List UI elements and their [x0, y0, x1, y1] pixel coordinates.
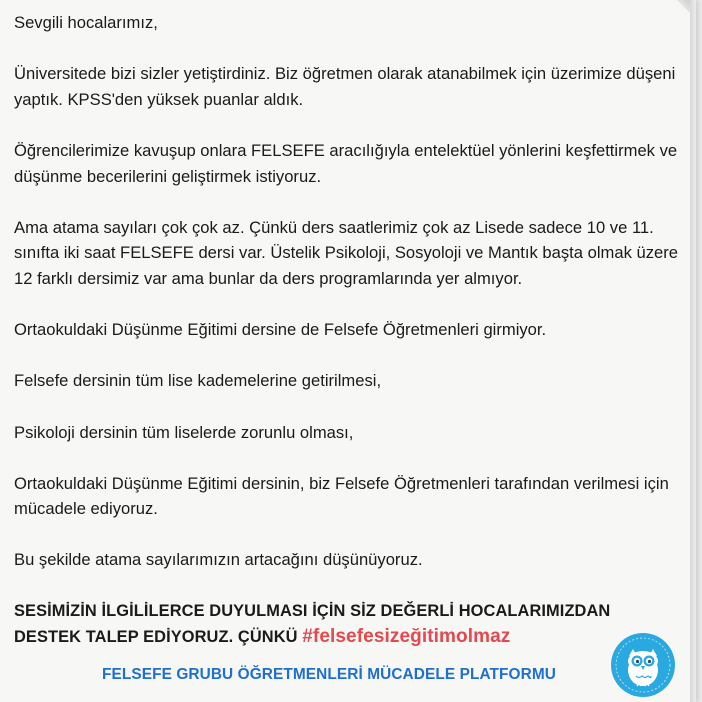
- closing-line-2: [14, 624, 686, 651]
- paragraph-3: Ama atama sayıları çok çok az. Çünkü ders saatlerimiz çok az Lisede sadece 10 ve 11. sınıfta iki saat FELSEFE dersi var. Üstelik Psikoloji, Sosyoloji ve Mantık başta olmak üzere 12 farklı dersimiz var ama bunlar da ders programlarında yer almıyor.: [14, 217, 679, 288]
- owl-icon: [610, 632, 676, 698]
- paragraph-2: Öğrencilerimize kavuşup onlara FELSEFE aracılığıyla entelektüel yönlerini keşfettirmek ve düşünme becerilerini geliştirmek istiyoruz.: [14, 140, 678, 186]
- paragraph-6: Psikoloji dersinin tüm liselerde zorunlu olması,: [14, 422, 354, 442]
- paragraph-5: Felsefe dersinin tüm lise kademelerine getirilmesi,: [14, 371, 382, 391]
- page-edge: [690, 0, 696, 702]
- greeting: Sevgili hocalarımız,: [14, 13, 158, 32]
- hashtag: #felsefesizeğitimolmaz: [302, 626, 511, 648]
- closing-line-1: SESİMİZİN İLGİLİLERCE DUYULMASI İÇİN SİZ DEĞERLİ HOCALARIMIZDAN: [14, 601, 611, 620]
- paragraph-4: Ortaokuldaki Düşünme Eğitimi dersine de Felsefe Öğretmenleri girmiyor.: [14, 320, 547, 340]
- letter-body: [14, 10, 686, 651]
- paragraph-8: Bu şekilde atama sayılarımızın artacağını düşünüyoruz.: [14, 550, 423, 570]
- paragraph-1: Üniversitede bizi sizler yetiştirdiniz. Biz öğretmen olarak atanabilmek için üzerimize düşeni yaptık. KPSS'den yüksek puanlar aldık.: [14, 64, 676, 109]
- closing-text: DESTEK TALEP EDİYORUZ. ÇÜNKÜ: [14, 628, 298, 647]
- footer-title: FELSEFE GRUBU ÖĞRETMENLERİ MÜCADELE PLATFORMU: [102, 666, 556, 683]
- paragraph-7: Ortaokuldaki Düşünme Eğitimi dersinin, biz Felsefe Öğretmenleri tarafından verilmesi için mücadele ediyoruz.: [14, 473, 669, 519]
